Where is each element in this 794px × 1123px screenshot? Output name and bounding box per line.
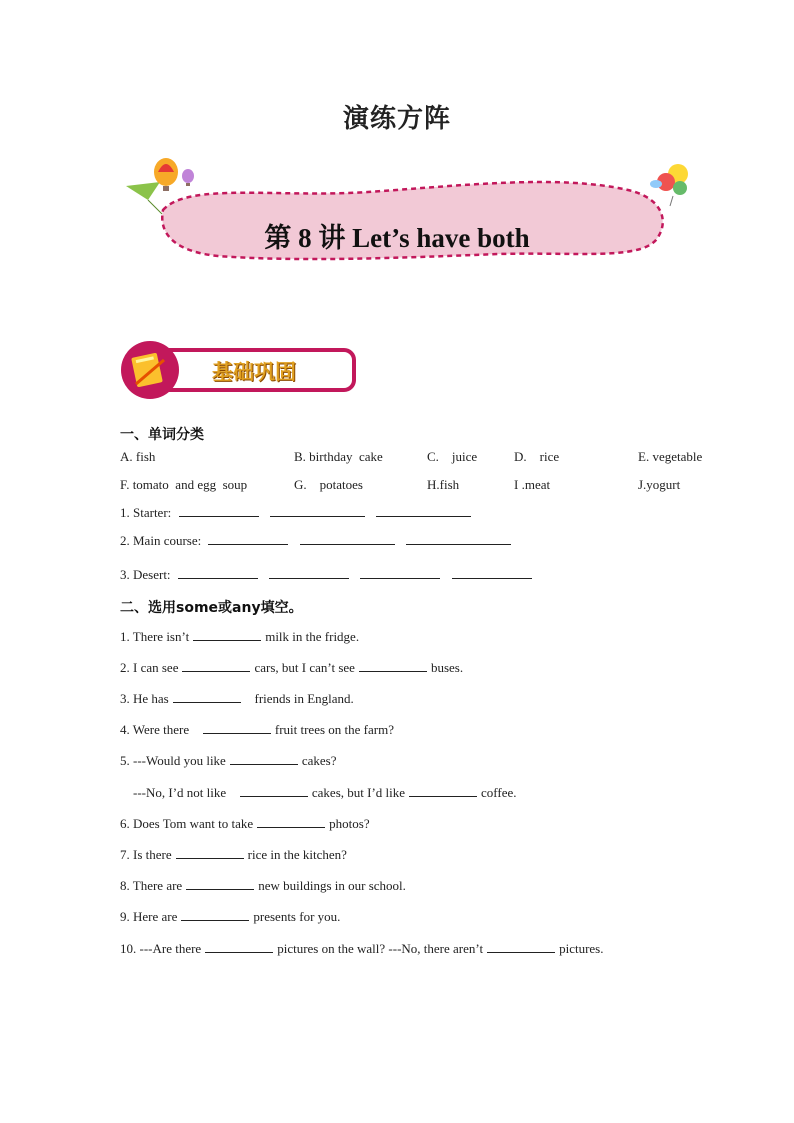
answer-blank[interactable] [182,659,250,672]
item-text: cakes, but I’d like [311,785,406,800]
item-text: 4. Were there [120,722,190,737]
item-text: 3. He has [120,691,169,706]
answer-blank[interactable] [179,504,259,517]
answer-blank[interactable] [178,566,258,579]
item-text: fruit trees on the farm? [274,722,394,737]
part2-item-4 [120,721,394,738]
item-text: milk in the fridge. [265,629,360,644]
answer-blank[interactable] [230,752,298,765]
item-text: 6. Does Tom want to take [120,816,254,831]
option-d: D. rice [514,449,560,464]
answer-blank[interactable] [240,784,308,797]
section-badge-label: 基础巩固 [212,360,296,384]
item-text: buses. [430,660,464,675]
item-text: cakes? [301,753,337,768]
answer-blank[interactable] [176,846,244,859]
part2-item-9 [120,908,340,925]
part2-heading: 二、选用some或any填空。 [120,600,303,616]
hot-air-balloon-icon [154,158,194,191]
item-text: 5. ---Would you like [120,753,226,768]
option-b: B. birthday cake [294,449,383,464]
item-text: 8. There are [120,878,183,893]
item-text: ---No, I’d not like [133,785,227,800]
part2-item-6 [120,815,370,832]
q2-main-course [120,532,515,549]
answer-blank[interactable] [181,908,249,921]
q3-label: 3. Desert: [120,567,171,582]
answer-blank[interactable] [186,877,254,890]
q3-desert [120,566,536,583]
part2-item-1 [120,628,359,645]
item-text: presents for you. [253,909,341,924]
answer-blank[interactable] [360,566,440,579]
answer-blank[interactable] [300,532,395,545]
option-e: E. vegetable [638,449,703,464]
item-text: cars, but I can’t see [254,660,355,675]
part2-item-5-reply [133,784,517,801]
q1-starter [120,504,475,521]
item-text: 1. There isn’t [120,629,190,644]
item-text: photos? [329,816,370,831]
answer-blank[interactable] [270,504,365,517]
item-text: pictures. [559,941,604,956]
part1-heading: 一、单词分类 [120,427,204,443]
answer-blank[interactable] [452,566,532,579]
option-j: J.yogurt [638,477,681,492]
part2-item-5 [120,752,336,769]
answer-blank[interactable] [173,690,241,703]
option-c: C. juice [427,449,478,464]
item-text: coffee. [481,785,517,800]
kite-icon [126,182,162,214]
part2-item-8 [120,877,406,894]
lesson-title: 第 8 讲 Let’s have both [264,223,530,253]
q2-label: 2. Main course: [120,533,202,548]
item-text: 2. I can see [120,660,179,675]
balloons-icon [650,164,688,206]
answer-blank[interactable] [376,504,471,517]
item-text: 7. Is there [120,847,172,862]
answer-blank[interactable] [203,721,271,734]
part2-item-7 [120,846,347,863]
item-text: new buildings in our school. [258,878,406,893]
item-text: 9. Here are [120,909,178,924]
item-text: rice in the kitchen? [247,847,347,862]
option-f: F. tomato and egg soup [120,477,248,492]
part2-item-3 [120,690,354,707]
answer-blank[interactable] [269,566,349,579]
answer-blank[interactable] [257,815,325,828]
option-g: G. potatoes [294,477,363,492]
answer-blank[interactable] [406,532,511,545]
answer-blank[interactable] [193,628,261,641]
item-text: pictures on the wall? ---No, there aren’t [277,941,484,956]
option-a: A. fish [120,449,156,464]
answer-blank[interactable] [359,659,427,672]
answer-blank[interactable] [208,532,288,545]
answer-blank[interactable] [205,940,273,953]
item-text: friends in England. [254,691,354,706]
answer-blank[interactable] [409,784,477,797]
item-text: 10. ---Are there [120,941,202,956]
option-h: H.fish [427,477,460,492]
answer-blank[interactable] [487,940,555,953]
option-i: I .meat [514,477,551,492]
page-title: 演练方阵 [342,104,451,134]
q1-label: 1. Starter: [120,505,172,520]
part2-item-2 [120,659,463,676]
part2-item-10 [120,940,604,957]
